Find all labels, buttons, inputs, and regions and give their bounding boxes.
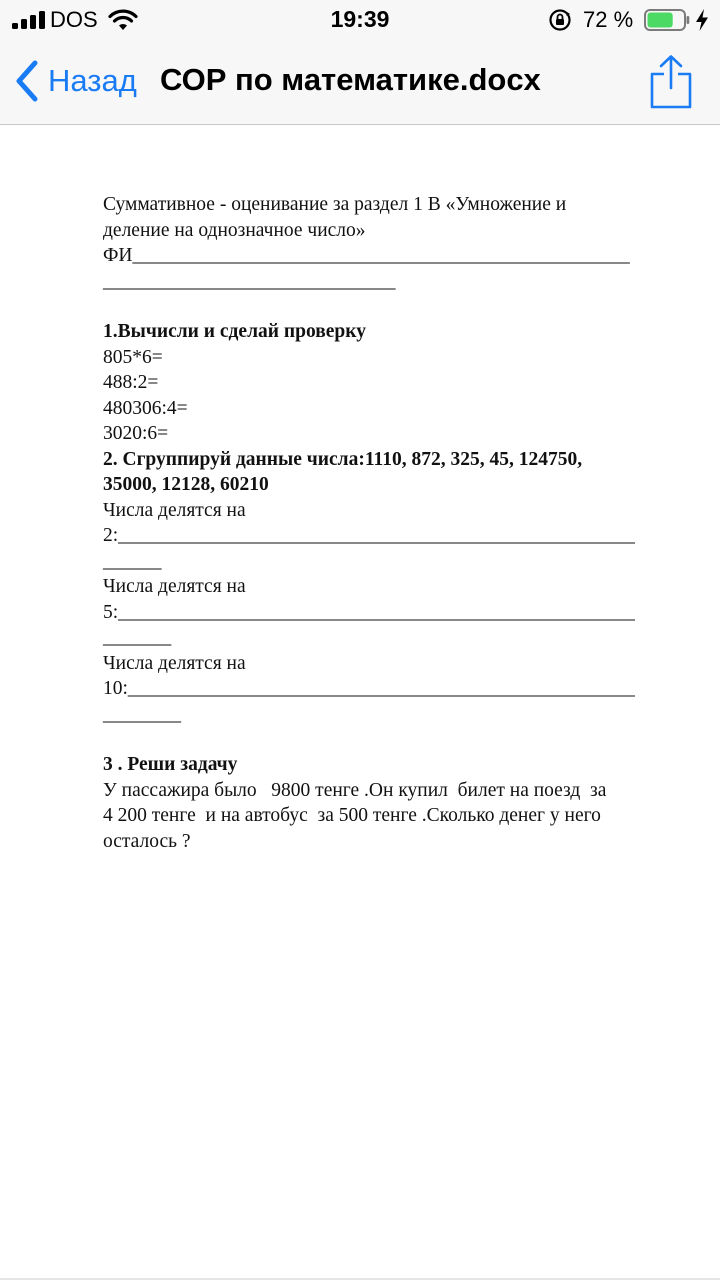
back-button[interactable] <box>14 58 137 104</box>
fio-field-line-continued: ______________________________ <box>103 270 396 292</box>
fio-field-line: ФИ___________________________________________________ <box>103 245 630 266</box>
doc-header-line-1: Суммативное - оценивание за раздел 1 В «Умножение и <box>103 194 567 215</box>
group-2-answer-line: 2:_____________________________________________________ <box>103 525 635 546</box>
group-5-answer-line-continued: _______ <box>103 627 172 648</box>
task-3-text-line-1: У пассажира было 9800 тенге .Он купил билет на поезд за <box>103 779 607 801</box>
doc-header-line-2: деление на однозначное число» <box>103 219 366 241</box>
clock: 19:39 <box>330 6 390 32</box>
share-icon[interactable] <box>648 54 694 110</box>
status-bar <box>0 0 720 40</box>
chevron-left-icon <box>14 59 40 103</box>
task-1-item: 480306:4= <box>103 397 188 419</box>
rotation-lock-icon <box>548 8 572 32</box>
back-button-label: Назад <box>48 63 137 98</box>
task-1-item: 3020:6= <box>103 423 169 444</box>
task-1-item: 805*6= <box>103 346 163 368</box>
group-2-answer-line-continued: ______ <box>103 550 162 572</box>
group-10-answer-line: 10:____________________________________________________ <box>103 678 635 699</box>
task-2-title-line-2: 35000, 12128, 60210 <box>103 474 269 495</box>
group-5-label: Числа делятся на <box>103 576 246 597</box>
group-10-label: Числа делятся на <box>103 652 246 674</box>
battery-percent: 72 % <box>583 7 634 32</box>
carrier-name: DOS <box>50 7 98 32</box>
document-page <box>103 192 673 854</box>
task-2-title-line-1: 2. Сгруппируй данные числа:1110, 872, 325, 45, 124750, <box>103 448 583 470</box>
task-1-item: 488:2= <box>103 372 159 393</box>
task-3-title: 3 . Реши задачу <box>103 754 238 775</box>
charging-bolt-icon <box>694 8 710 32</box>
task-3-text-line-2: 4 200 тенге и на автобус за 500 тенге .Сколько денег у него <box>103 805 601 826</box>
task-3-text-line-3: осталось ? <box>103 830 191 852</box>
battery-icon <box>644 9 690 31</box>
page-title: СОР по математике.docx <box>160 62 541 97</box>
navigation-bar <box>0 40 720 125</box>
group-2-label: Числа делятся на <box>103 499 246 521</box>
group-10-answer-line-continued: ________ <box>103 703 181 725</box>
task-1-title: 1.Вычисли и сделай проверку <box>103 321 366 342</box>
group-5-answer-line: 5:_____________________________________________________ <box>103 601 635 623</box>
